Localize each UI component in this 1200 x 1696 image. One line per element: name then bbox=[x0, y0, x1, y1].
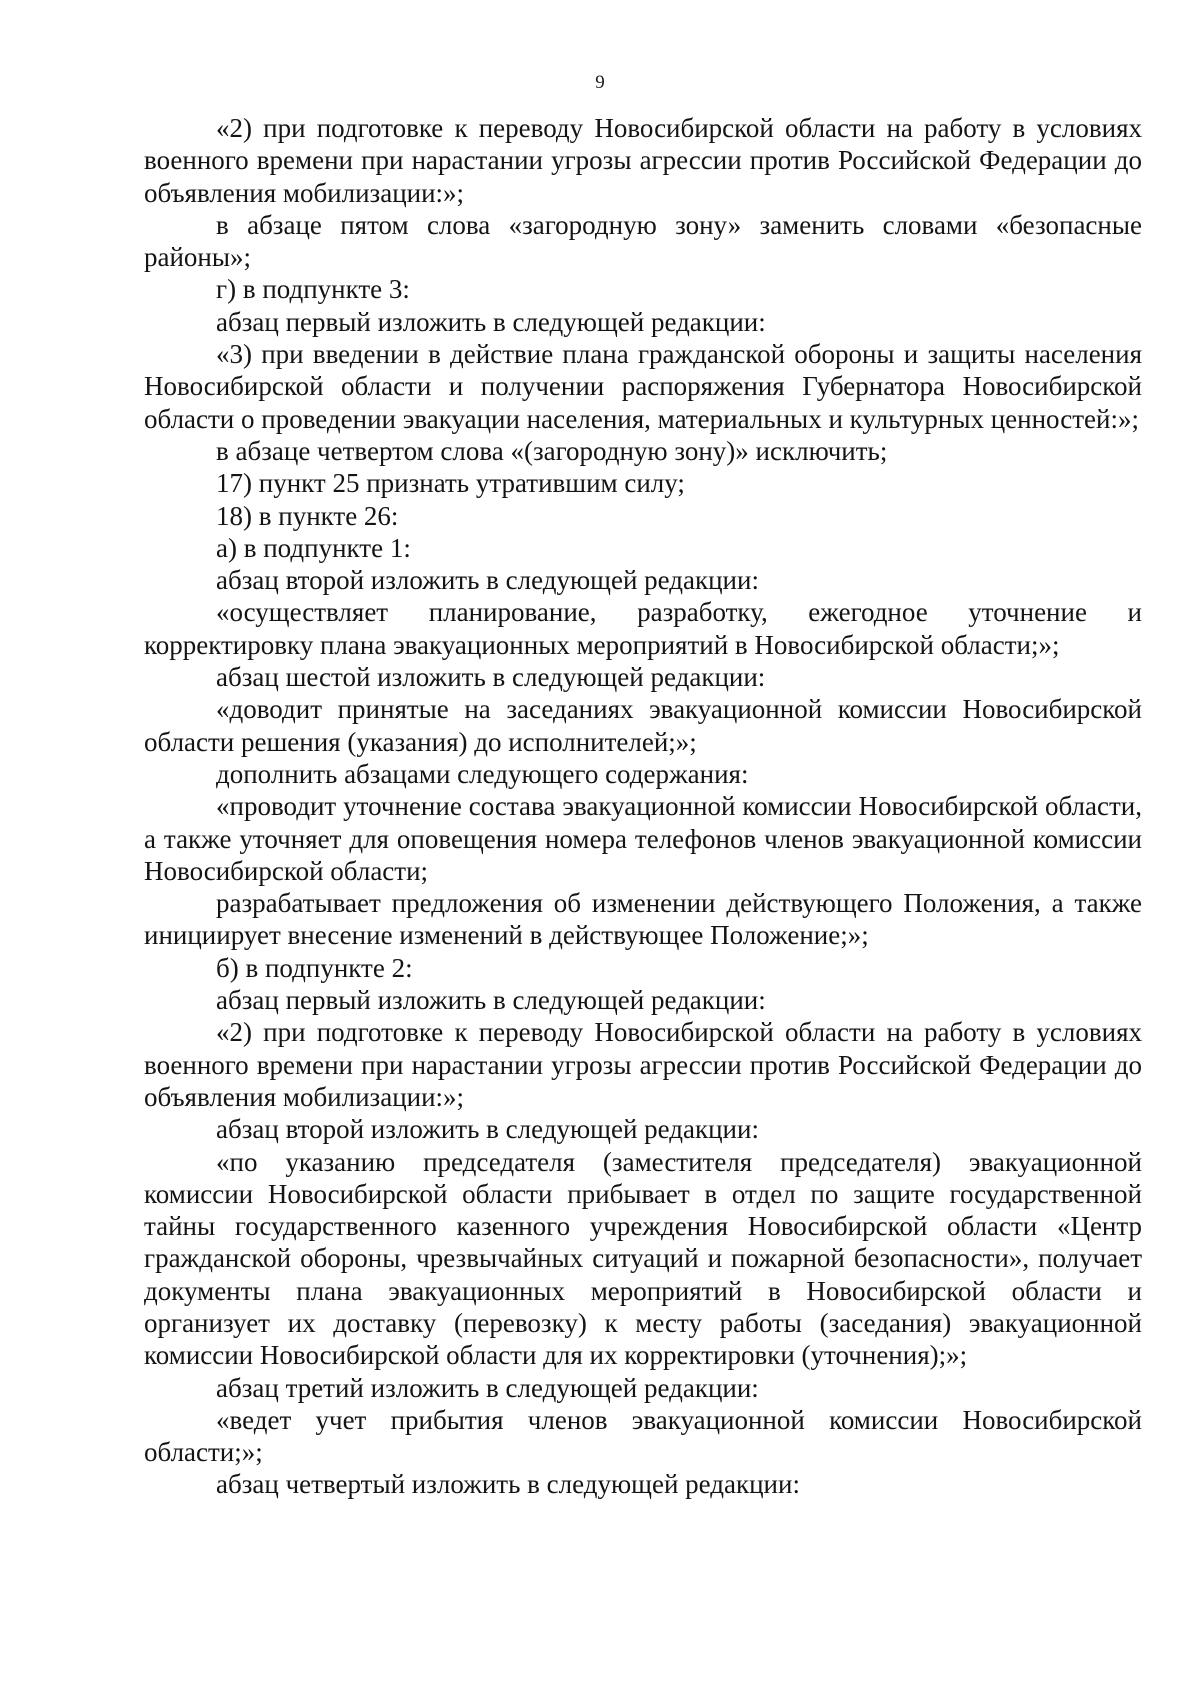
paragraph: разрабатывает предложения об изменении действующего Положения, а также инициирует внесение изменений в действующее Положение;»; bbox=[144, 888, 1142, 951]
paragraph: «2) при подготовке к переводу Новосибирской области на работу в условиях военного времени при нарастании угрозы агрессии против Российской Федерации до объявления мобилизации:»; bbox=[144, 1017, 1142, 1112]
document-body bbox=[144, 112, 1142, 1501]
paragraph: абзац шестой изложить в следующей редакции: bbox=[216, 662, 766, 693]
paragraph: «3) при введении в действие плана гражданской обороны и защиты населения Новосибирской области и получении распоряжения Губернатора Новосибирской области о проведении эвакуации населения, материальных и культурных ценностей:»; bbox=[144, 339, 1142, 434]
paragraph: б) в подпункте 2: bbox=[216, 952, 413, 983]
paragraph: абзац четвертый изложить в следующей редакции: bbox=[216, 1469, 800, 1500]
paragraph: «ведет учет прибытия членов эвакуационной комиссии Новосибирской области;»; bbox=[144, 1404, 1142, 1468]
page-number: 9 bbox=[595, 72, 605, 93]
paragraph: абзац третий изложить в следующей редакции: bbox=[216, 1372, 759, 1403]
paragraph: «2) при подготовке к переводу Новосибирской области на работу в условиях военного времени при нарастании угрозы агрессии против Российской Федерации до объявления мобилизации:»; bbox=[144, 113, 1142, 208]
paragraph: «осуществляет планирование, разработку, ежегодное уточнение и корректировку плана эвакуационных мероприятий в Новосибирской области;»; bbox=[144, 597, 1142, 660]
paragraph: «по указанию председателя (заместителя председателя) эвакуационной комиссии Новосибирской области прибывает в отдел по защите государственной тайны государственного казенного учреждения Новосибирской области «Центр гражданской обороны, чрезвычайных ситуаций и пожарной безопасности», получает документы плана эвакуационных мероприятий в Новосибирской области и организует их доставку (перевозку) к месту работы (заседания) эвакуационной комиссии Новосибирской области для их корректировки (уточнения);»; bbox=[144, 1146, 1142, 1371]
paragraph: 18) в пункте 26: bbox=[216, 500, 399, 531]
paragraph: абзац первый изложить в следующей редакции: bbox=[216, 306, 766, 337]
paragraph: а) в подпункте 1: bbox=[216, 532, 411, 563]
paragraph: дополнить абзацами следующего содержания: bbox=[216, 758, 749, 789]
paragraph: «проводит уточнение состава эвакуационной комиссии Новосибирской области, а также уточняет для оповещения номера телефонов членов эвакуационной комиссии Новосибирской области; bbox=[144, 791, 1142, 886]
paragraph: абзац второй изложить в следующей редакции: bbox=[216, 565, 759, 596]
paragraph: абзац второй изложить в следующей редакции: bbox=[216, 1114, 759, 1145]
paragraph: г) в подпункте 3: bbox=[216, 274, 410, 305]
paragraph: «доводит принятые на заседаниях эвакуационной комиссии Новосибирской области решения (указания) до исполнителей;»; bbox=[144, 694, 1142, 757]
paragraph: в абзаце пятом слова «загородную зону» заменить словами «безопасные районы»; bbox=[144, 209, 1142, 273]
paragraph: 17) пункт 25 признать утратившим силу; bbox=[216, 468, 685, 499]
paragraph: в абзаце четвертом слова «(загородную зону)» исключить; bbox=[216, 435, 888, 466]
paragraph: абзац первый изложить в следующей редакции: bbox=[216, 985, 766, 1016]
